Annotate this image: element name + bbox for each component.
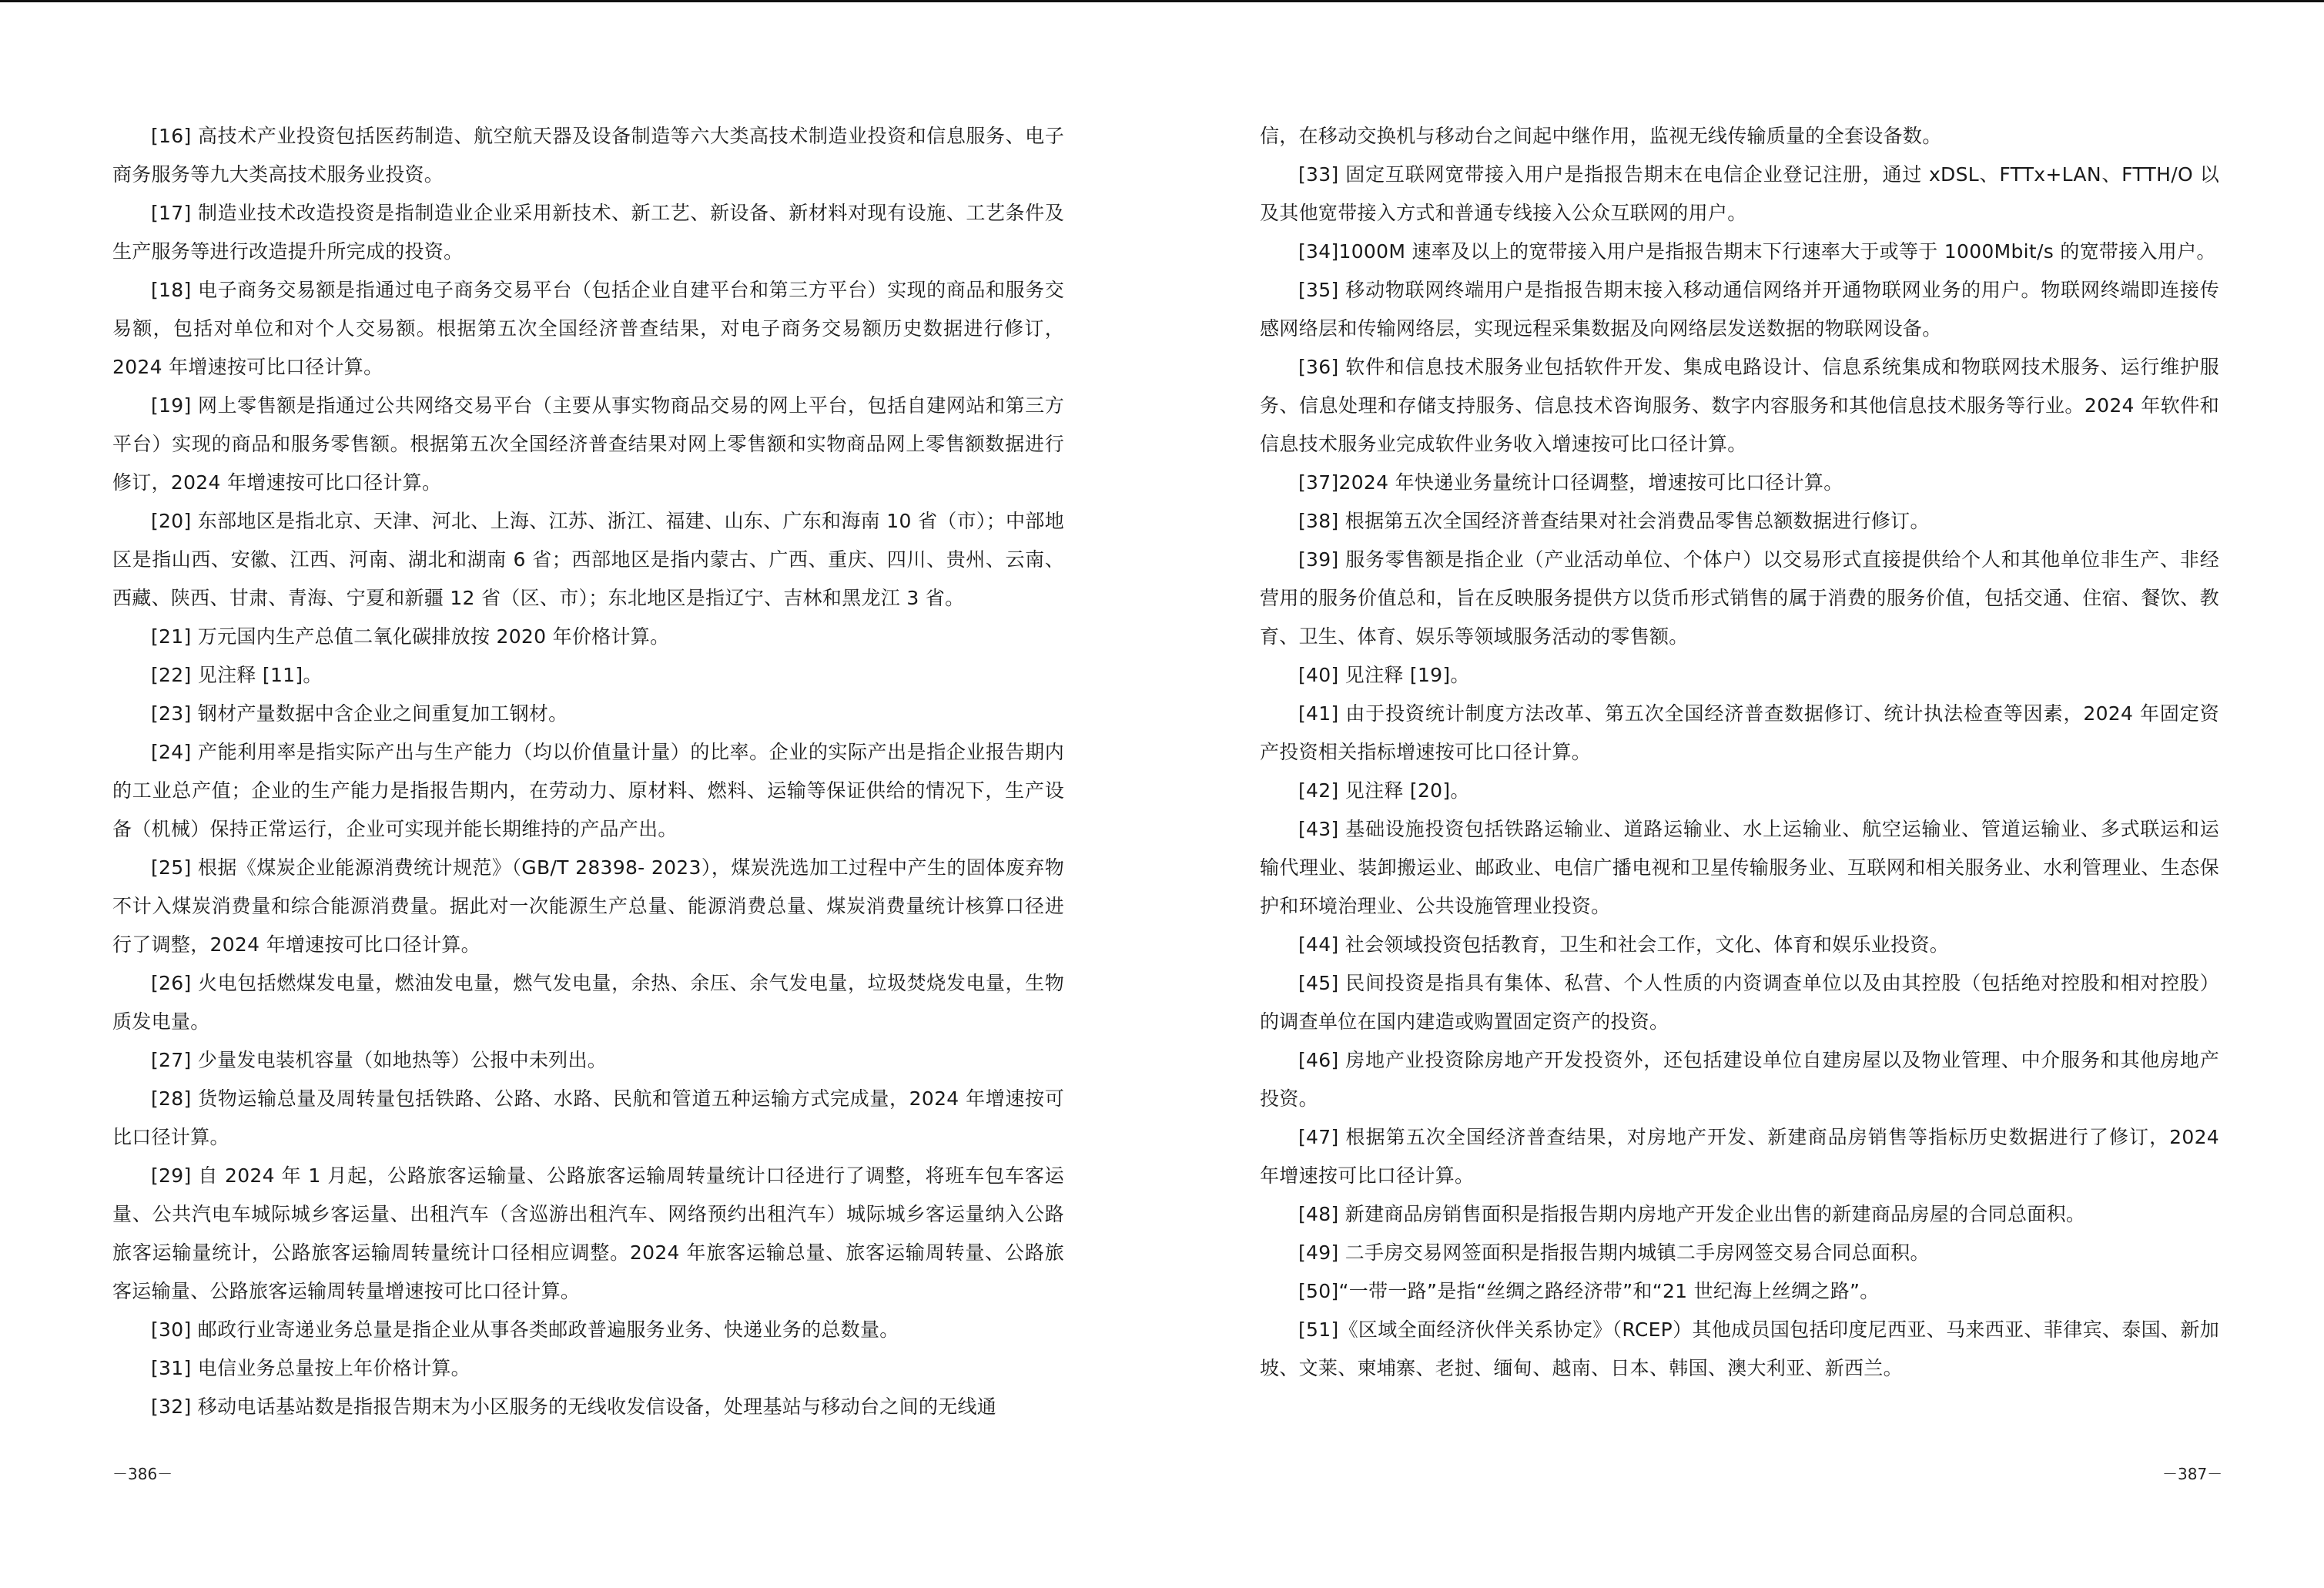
note-36: [36] 软件和信息技术服务业包括软件开发、集成电路设计、信息系统集成和物联网技术服务、运行维护服务、信息处理和存储支持服务、信息技术咨询服务、数字内容服务和其他信息技术服务等行业。2024 年软件和信息技术服务业完成软件业务收入增速按可比口径计算。 bbox=[1260, 356, 2219, 455]
note-38: [38] 根据第五次全国经济普查结果对社会消费品零售总额数据进行修订。 bbox=[1298, 510, 1930, 532]
page-number-right: －387－ bbox=[2162, 1465, 2223, 1483]
note-48: [48] 新建商品房销售面积是指报告期内房地产开发企业出售的新建商品房屋的合同总面积。 bbox=[1298, 1203, 2086, 1225]
note-29: [29] 自 2024 年 1 月起，公路旅客运输量、公路旅客运输周转量统计口径进行了调整，将班车包车客运量、公共汽电车城际城乡客运量、出租汽车（含巡游出租汽车、网络预约出租汽车）城际城乡客运量纳入公路旅客运输量统计，公路旅客运输周转量统计口径相应调整。2024 年旅客运输总量、旅客运输周转量、公路旅客运输量、公路旅客运输周转量增速按可比口径计算。 bbox=[112, 1164, 1064, 1302]
note-20: [20] 东部地区是指北京、天津、河北、上海、江苏、浙江、福建、山东、广东和海南 10 省（市）；中部地区是指山西、安徽、江西、河南、湖北和湖南 6 省；西部地区是指内蒙古、广西、重庆、四川、贵州、云南、西藏、陕西、甘肃、青海、宁夏和新疆 12 省（区、市）；东北地区是指辽宁、吉林和黑龙江 3 省。 bbox=[112, 510, 1064, 609]
note-31: [31] 电信业务总量按上年价格计算。 bbox=[151, 1357, 470, 1379]
note-51: [51]《区域全面经济伙伴关系协定》（RCEP）其他成员国包括印度尼西亚、马来西亚、菲律宾、泰国、新加坡、文莱、柬埔寨、老挝、缅甸、越南、日本、韩国、澳大利亚、新西兰。 bbox=[1260, 1318, 2219, 1379]
note-18: [18] 电子商务交易额是指通过电子商务交易平台（包括企业自建平台和第三方平台）实现的商品和服务交易额，包括对单位和对个人交易额。根据第五次全国经济普查结果，对电子商务交易额历史数据进行修订，2024 年增速按可比口径计算。 bbox=[112, 279, 1064, 378]
note-46: [46] 房地产业投资除房地产开发投资外，还包括建设单位自建房屋以及物业管理、中介服务和其他房地产投资。 bbox=[1260, 1049, 2219, 1110]
note-34: [34]1000M 速率及以上的宽带接入用户是指报告期末下行速率大于或等于 1000Mbit/s 的宽带接入用户。 bbox=[1298, 240, 2216, 263]
note-22: [22] 见注释 [11]。 bbox=[151, 664, 323, 686]
top-border-line bbox=[0, 0, 2324, 2]
note-40: [40] 见注释 [19]。 bbox=[1298, 664, 1470, 686]
note-43: [43] 基础设施投资包括铁路运输业、道路运输业、水上运输业、航空运输业、管道运输业、多式联运和运输代理业、装卸搬运业、邮政业、电信广播电视和卫星传输服务业、互联网和相关服务业、水利管理业、生态保护和环境治理业、公共设施管理业投资。 bbox=[1260, 818, 2219, 917]
note-49: [49] 二手房交易网签面积是指报告期内城镇二手房网签交易合同总面积。 bbox=[1298, 1241, 1930, 1264]
note-41: [41] 由于投资统计制度方法改革、第五次全国经济普查数据修订、统计执法检查等因素，2024 年固定资产投资相关指标增速按可比口径计算。 bbox=[1260, 702, 2219, 763]
note-35: [35] 移动物联网终端用户是指报告期末接入移动通信网络并开通物联网业务的用户。物联网终端即连接传感网络层和传输网络层，实现远程采集数据及向网络层发送数据的物联网设备。 bbox=[1260, 279, 2219, 340]
note-17: [17] 制造业技术改造投资是指制造业企业采用新技术、新工艺、新设备、新材料对现有设施、工艺条件及生产服务等进行改造提升所完成的投资。 bbox=[112, 202, 1064, 263]
note-45: [45] 民间投资是指具有集体、私营、个人性质的内资调查单位以及由其控股（包括绝对控股和相对控股）的调查单位在国内建造或购置固定资产的投资。 bbox=[1260, 972, 2219, 1033]
note-42: [42] 见注释 [20]。 bbox=[1298, 779, 1470, 802]
note-30: [30] 邮政行业寄递业务总量是指企业从事各类邮政普遍服务业务、快递业务的总数量。 bbox=[151, 1318, 899, 1341]
note-23: [23] 钢材产量数据中含企业之间重复加工钢材。 bbox=[151, 702, 568, 725]
note-37: [37]2024 年快递业务量统计口径调整，增速按可比口径计算。 bbox=[1298, 471, 1843, 494]
note-24: [24] 产能利用率是指实际产出与生产能力（均以价值量计量）的比率。企业的实际产出是指企业报告期内的工业总产值；企业的生产能力是指报告期内，在劳动力、原材料、燃料、运输等保证供给的情况下，生产设备（机械）保持正常运行，企业可实现并能长期维持的产品产出。 bbox=[112, 741, 1064, 840]
right-page bbox=[1260, 117, 2219, 1388]
left-page bbox=[112, 117, 1064, 1426]
note-47: [47] 根据第五次全国经济普查结果，对房地产开发、新建商品房销售等指标历史数据进行了修订，2024 年增速按可比口径计算。 bbox=[1260, 1126, 2219, 1187]
note-28: [28] 货物运输总量及周转量包括铁路、公路、水路、民航和管道五种运输方式完成量，2024 年增速按可比口径计算。 bbox=[112, 1087, 1064, 1148]
note-50: [50]“一带一路”是指“丝绸之路经济带”和“21 世纪海上丝绸之路”。 bbox=[1298, 1280, 1880, 1302]
note-33: [33] 固定互联网宽带接入用户是指报告期末在电信企业登记注册，通过 xDSL、FTTx+LAN、FTTH/O 以及其他宽带接入方式和普通专线接入公众互联网的用户。 bbox=[1260, 163, 2219, 224]
note-26: [26] 火电包括燃煤发电量，燃油发电量，燃气发电量，余热、余压、余气发电量，垃圾焚烧发电量，生物质发电量。 bbox=[112, 972, 1064, 1033]
page-number-left: －386－ bbox=[112, 1465, 173, 1483]
note-21: [21] 万元国内生产总值二氧化碳排放按 2020 年价格计算。 bbox=[151, 625, 670, 648]
note-44: [44] 社会领域投资包括教育，卫生和社会工作，文化、体育和娱乐业投资。 bbox=[1298, 933, 1950, 956]
note-19: [19] 网上零售额是指通过公共网络交易平台（主要从事实物商品交易的网上平台，包括自建网站和第三方平台）实现的商品和服务零售额。根据第五次全国经济普查结果对网上零售额和实物商品网上零售额数据进行修订，2024 年增速按可比口径计算。 bbox=[112, 394, 1064, 494]
note-32: [32] 移动电话基站数是指报告期末为小区服务的无线收发信设备，处理基站与移动台之间的无线通 bbox=[151, 1395, 997, 1418]
note-16: [16] 高技术产业投资包括医药制造、航空航天器及设备制造等六大类高技术制造业投资和信息服务、电子商务服务等九大类高技术服务业投资。 bbox=[112, 125, 1064, 186]
note-39: [39] 服务零售额是指企业（产业活动单位、个体户）以交易形式直接提供给个人和其他单位非生产、非经营用的服务价值总和，旨在反映服务提供方以货币形式销售的属于消费的服务价值，包括交通、住宿、餐饮、教育、卫生、体育、娱乐等领域服务活动的零售额。 bbox=[1260, 548, 2219, 648]
note-32-continuation: 信，在移动交换机与移动台之间起中继作用，监视无线传输质量的全套设备数。 bbox=[1260, 125, 1942, 147]
note-25: [25] 根据《煤炭企业能源消费统计规范》（GB/T 28398- 2023），煤炭洗选加工过程中产生的固体废弃物不计入煤炭消费量和综合能源消费量。据此对一次能源生产总量、能源消费总量、煤炭消费量统计核算口径进行了调整，2024 年增速按可比口径计算。 bbox=[112, 856, 1064, 956]
note-27: [27] 少量发电装机容量（如地热等）公报中未列出。 bbox=[151, 1049, 608, 1071]
